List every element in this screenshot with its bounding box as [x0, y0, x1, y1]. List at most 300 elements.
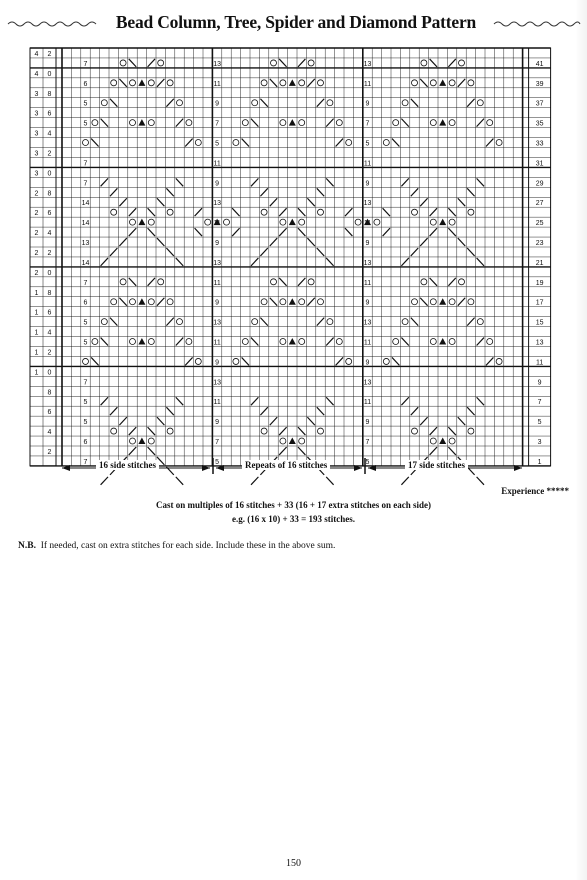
row-number-left: 4 — [34, 50, 39, 58]
stitch-count: 7 — [83, 379, 88, 387]
ssk-symbol — [420, 238, 427, 246]
note-text: If needed, cast on extra stitches for each side. Include these in the above sum. — [40, 541, 336, 551]
k2tog-symbol — [392, 357, 399, 365]
yarn-over-symbol — [468, 80, 474, 86]
yarn-over-symbol — [177, 100, 183, 106]
ssk-symbol — [101, 397, 108, 405]
cast-on-instruction: Cast on multiples of 16 stitches + 33 (16 + 17 extra stitches on each side) — [156, 500, 431, 510]
k2tog-symbol — [232, 208, 239, 216]
stitch-count: 14 — [81, 220, 90, 228]
ssk-symbol — [420, 198, 427, 206]
k2tog-symbol — [467, 248, 474, 256]
ssk-symbol — [430, 208, 437, 216]
bead-symbol — [138, 219, 145, 226]
yarn-over-symbol — [92, 120, 98, 126]
yarn-over-symbol — [271, 60, 277, 66]
row-number-right: 27 — [535, 200, 544, 208]
k2tog-symbol — [307, 417, 314, 425]
row-number-right: 29 — [535, 180, 544, 188]
yarn-over-symbol — [299, 120, 305, 126]
yarn-over-symbol — [261, 428, 267, 434]
row-number-right: 33 — [535, 140, 544, 148]
ssk-symbol — [298, 59, 305, 67]
yarn-over-symbol — [318, 428, 324, 434]
yarn-over-symbol — [148, 299, 154, 305]
k2tog-symbol — [401, 338, 408, 346]
row-number-left: 2 — [34, 249, 39, 257]
yarn-over-symbol — [402, 319, 408, 325]
stitch-count: 11 — [213, 80, 221, 88]
yarn-over-symbol — [487, 120, 493, 126]
k2tog-symbol — [129, 278, 136, 286]
ssk-symbol — [270, 417, 277, 425]
ssk-symbol — [260, 407, 267, 415]
yarn-over-symbol — [430, 80, 436, 86]
page-edge-shade — [575, 0, 587, 880]
ssk-symbol — [279, 228, 286, 236]
k2tog-symbol — [477, 178, 484, 186]
ssk-symbol — [270, 238, 277, 246]
ssk-symbol — [251, 258, 258, 266]
k2tog-symbol — [251, 338, 258, 346]
yarn-over-symbol — [402, 100, 408, 106]
row-number-right: 7 — [537, 399, 542, 407]
stitch-count: 9 — [215, 100, 220, 108]
yarn-over-symbol — [318, 209, 324, 215]
yarn-over-symbol — [430, 299, 436, 305]
row-number-left: 3 — [34, 150, 39, 158]
ssk-symbol — [411, 407, 418, 415]
k2tog-symbol — [157, 198, 164, 206]
ssk-symbol — [260, 188, 267, 196]
bead-symbol — [138, 298, 145, 305]
bead-symbol — [439, 438, 446, 445]
yarn-over-symbol — [242, 120, 248, 126]
row-number-right: 37 — [535, 100, 544, 108]
bead-symbol — [289, 219, 296, 226]
stitch-count: 11 — [213, 339, 221, 347]
yarn-over-symbol — [327, 319, 333, 325]
yarn-over-symbol — [430, 120, 436, 126]
yarn-over-symbol — [430, 339, 436, 345]
yarn-over-symbol — [158, 279, 164, 285]
yarn-over-symbol — [487, 339, 493, 345]
k2tog-symbol — [477, 258, 484, 266]
ssk-symbol — [307, 298, 314, 306]
stitch-count: 9 — [365, 419, 370, 427]
ssk-symbol — [401, 477, 408, 485]
ssk-symbol — [176, 119, 183, 127]
stitch-count: 11 — [213, 279, 221, 287]
k2tog-symbol — [326, 178, 333, 186]
row-number-left: 6 — [47, 409, 52, 417]
row-number-right: 1 — [537, 458, 542, 466]
note — [18, 541, 335, 551]
yarn-over-symbol — [299, 219, 305, 225]
yarn-over-symbol — [158, 60, 164, 66]
stitch-count: 7 — [365, 439, 370, 446]
k2tog-symbol — [392, 139, 399, 147]
yarn-over-symbol — [252, 100, 258, 106]
k2tog-symbol — [345, 228, 352, 236]
bead-symbol — [439, 79, 446, 86]
k2tog-symbol — [101, 119, 108, 127]
row-number-left: 2 — [47, 249, 52, 257]
row-number-right: 17 — [535, 299, 544, 307]
stitch-count: 13 — [363, 60, 372, 68]
ssk-symbol — [232, 228, 239, 236]
row-number-left: 8 — [47, 389, 52, 397]
yarn-over-symbol — [318, 80, 324, 86]
row-number-left: 4 — [47, 230, 52, 238]
yarn-over-symbol — [346, 140, 352, 146]
page-title: Bead Column, Tree, Spider and Diamond Pattern — [115, 12, 477, 32]
k2tog-symbol — [477, 397, 484, 405]
stitch-count: 9 — [365, 240, 370, 247]
k2tog-symbol — [401, 119, 408, 127]
row-number-left: 2 — [34, 230, 39, 238]
yarn-over-symbol — [205, 219, 211, 225]
stitch-count: 11 — [363, 279, 372, 287]
ssk-symbol — [458, 79, 465, 87]
k2tog-symbol — [195, 228, 202, 236]
ssk-symbol — [185, 139, 192, 147]
k2tog-symbol — [317, 188, 324, 196]
stitch-count: 14 — [81, 200, 90, 208]
ssk-symbol — [251, 178, 258, 186]
k2tog-symbol — [129, 59, 136, 67]
yarn-over-symbol — [299, 339, 305, 345]
yarn-over-symbol — [148, 120, 154, 126]
ssk-symbol — [448, 278, 455, 286]
yarn-over-symbol — [280, 80, 286, 86]
stitch-count: 13 — [213, 200, 221, 208]
row-number-left: 3 — [34, 110, 39, 118]
row-number-left: 1 — [34, 369, 39, 377]
yarn-over-symbol — [101, 319, 107, 325]
row-number-left: 4 — [47, 130, 52, 138]
k2tog-symbol — [110, 318, 117, 326]
stitch-count: 9 — [365, 359, 370, 367]
ssk-symbol — [411, 248, 418, 256]
row-number-right: 13 — [535, 339, 544, 347]
ssk-symbol — [448, 59, 455, 67]
yarn-over-symbol — [327, 100, 333, 106]
row-number-left: 1 — [34, 309, 39, 317]
ssk-symbol — [298, 278, 305, 286]
ssk-symbol — [110, 248, 117, 256]
stitch-count: 13 — [81, 240, 90, 247]
k2tog-symbol — [260, 318, 267, 326]
stitch-count: 13 — [213, 319, 221, 327]
yarn-over-symbol — [449, 120, 455, 126]
section-arrows — [0, 458, 587, 478]
stitch-count: 9 — [365, 100, 370, 108]
bead-symbol — [439, 338, 446, 345]
yarn-over-symbol — [336, 120, 342, 126]
row-number-left: 2 — [34, 210, 39, 218]
yarn-over-symbol — [130, 80, 136, 86]
stitch-count: 9 — [215, 180, 220, 188]
ssk-symbol — [401, 397, 408, 405]
yarn-over-symbol — [130, 438, 136, 444]
stitch-count: 7 — [365, 120, 370, 128]
k2tog-symbol — [326, 397, 333, 405]
stitch-count: 6 — [83, 80, 88, 88]
yarn-over-symbol — [252, 319, 258, 325]
k2tog-symbol — [307, 238, 314, 246]
row-number-left: 3 — [34, 90, 39, 98]
stitch-count: 9 — [365, 180, 370, 188]
bead-symbol — [289, 298, 296, 305]
ssk-symbol — [336, 357, 343, 365]
row-number-right: 31 — [535, 160, 544, 168]
k2tog-symbol — [270, 79, 277, 87]
k2tog-symbol — [101, 338, 108, 346]
stitch-count: 7 — [83, 279, 88, 287]
ssk-symbol — [129, 208, 136, 216]
k2tog-symbol — [411, 99, 418, 107]
stitch-count: 11 — [213, 399, 221, 407]
yarn-over-symbol — [280, 339, 286, 345]
yarn-over-symbol — [177, 319, 183, 325]
ssk-symbol — [317, 99, 324, 107]
yarn-over-symbol — [261, 80, 267, 86]
yarn-over-symbol — [468, 299, 474, 305]
row-number-left: 3 — [34, 130, 39, 138]
bead-symbol — [138, 438, 145, 445]
k2tog-symbol — [157, 238, 164, 246]
yarn-over-symbol — [299, 438, 305, 444]
ssk-symbol — [430, 447, 437, 455]
row-number-left: 4 — [34, 70, 39, 78]
row-number-left: 1 — [34, 349, 39, 357]
ssk-symbol — [317, 318, 324, 326]
k2tog-symbol — [448, 228, 455, 236]
k2tog-symbol — [298, 427, 305, 435]
k2tog-symbol — [467, 188, 474, 196]
k2tog-symbol — [467, 407, 474, 415]
ssk-symbol — [477, 119, 484, 127]
yarn-over-symbol — [92, 339, 98, 345]
ssk-symbol — [307, 79, 314, 87]
stitch-count: 11 — [363, 339, 372, 347]
ssk-symbol — [326, 338, 333, 346]
row-number-left: 2 — [47, 150, 52, 158]
stitch-count: 11 — [363, 399, 372, 407]
bead-symbol — [439, 119, 446, 126]
k2tog-symbol — [279, 278, 286, 286]
yarn-over-symbol — [233, 140, 239, 146]
k2tog-symbol — [157, 417, 164, 425]
yarn-over-symbol — [468, 428, 474, 434]
k2tog-symbol — [298, 208, 305, 216]
ssk-symbol — [129, 427, 136, 435]
stitch-count: 11 — [363, 160, 372, 168]
stitch-count: 9 — [365, 299, 370, 307]
row-number-right: 23 — [535, 240, 544, 247]
row-number-right: 25 — [535, 220, 544, 228]
experience-rating: Experience ***** — [501, 486, 569, 496]
cast-on-example: e.g. (16 x 10) + 33 = 193 stitches. — [232, 514, 355, 524]
left-section-label: 16 side stitches — [96, 460, 159, 470]
middle-section-label: Repeats of 16 stitches — [242, 460, 330, 470]
yarn-over-symbol — [242, 339, 248, 345]
stitch-count: 5 — [83, 419, 88, 427]
yarn-over-symbol — [195, 140, 201, 146]
yarn-over-symbol — [421, 279, 427, 285]
ssk-symbol — [157, 298, 164, 306]
ssk-symbol — [260, 248, 267, 256]
k2tog-symbol — [148, 427, 155, 435]
bead-symbol — [439, 298, 446, 305]
k2tog-symbol — [448, 208, 455, 216]
row-number-left: 8 — [47, 289, 52, 297]
yarn-over-symbol — [449, 80, 455, 86]
k2tog-symbol — [317, 407, 324, 415]
stitch-count: 13 — [363, 319, 372, 327]
ssk-symbol — [477, 338, 484, 346]
row-number-left: 3 — [34, 170, 39, 178]
yarn-over-symbol — [412, 209, 418, 215]
ssk-symbol — [345, 208, 352, 216]
yarn-over-symbol — [111, 428, 117, 434]
yarn-over-symbol — [374, 219, 380, 225]
yarn-over-symbol — [130, 299, 136, 305]
yarn-over-symbol — [449, 299, 455, 305]
ssk-symbol — [176, 338, 183, 346]
row-number-left: 2 — [47, 349, 52, 357]
ssk-symbol — [486, 357, 493, 365]
yarn-over-symbol — [280, 120, 286, 126]
row-number-left: 8 — [47, 90, 52, 98]
yarn-over-symbol — [167, 80, 173, 86]
k2tog-symbol — [411, 318, 418, 326]
k2tog-symbol — [110, 99, 117, 107]
row-number-left: 0 — [47, 170, 52, 178]
k2tog-symbol — [458, 417, 465, 425]
row-number-right: 15 — [535, 319, 544, 327]
yarn-over-symbol — [111, 209, 117, 215]
stitch-count: 5 — [215, 140, 220, 148]
ssk-symbol — [148, 59, 155, 67]
stitch-count: 13 — [213, 379, 221, 387]
ssk-symbol — [101, 258, 108, 266]
row-number-right: 41 — [535, 60, 544, 68]
yarn-over-symbol — [224, 219, 230, 225]
ssk-symbol — [401, 178, 408, 186]
stitch-count: 13 — [213, 259, 221, 267]
row-number-right: 39 — [535, 80, 544, 88]
stitch-count: 14 — [81, 259, 90, 267]
stitch-count: 13 — [363, 379, 372, 387]
yarn-over-symbol — [148, 80, 154, 86]
page-number: 150 — [286, 858, 301, 869]
k2tog-symbol — [176, 178, 183, 186]
row-number-left: 0 — [47, 269, 52, 277]
k2tog-symbol — [383, 208, 390, 216]
k2tog-symbol — [148, 208, 155, 216]
yarn-over-symbol — [412, 299, 418, 305]
k2tog-symbol — [242, 357, 249, 365]
ssk-symbol — [486, 139, 493, 147]
bead-symbol — [138, 119, 145, 126]
yarn-over-symbol — [299, 80, 305, 86]
k2tog-symbol — [119, 298, 126, 306]
yarn-over-symbol — [280, 438, 286, 444]
k2tog-symbol — [260, 99, 267, 107]
ssk-symbol — [119, 417, 126, 425]
yarn-over-symbol — [195, 358, 201, 364]
k2tog-symbol — [326, 477, 333, 485]
yarn-over-symbol — [346, 358, 352, 364]
k2tog-symbol — [317, 248, 324, 256]
k2tog-symbol — [91, 139, 98, 147]
yarn-over-symbol — [468, 209, 474, 215]
k2tog-symbol — [477, 477, 484, 485]
stitch-count: 7 — [83, 60, 88, 68]
k2tog-symbol — [448, 447, 455, 455]
k2tog-symbol — [119, 79, 126, 87]
k2tog-symbol — [307, 198, 314, 206]
yarn-over-symbol — [449, 339, 455, 345]
stitch-count: 7 — [215, 120, 220, 128]
ssk-symbol — [101, 178, 108, 186]
yarn-over-symbol — [186, 339, 192, 345]
k2tog-symbol — [91, 357, 98, 365]
bead-symbol — [289, 119, 296, 126]
stitch-count: 5 — [83, 339, 88, 347]
stitch-count: 6 — [83, 299, 88, 307]
ssk-symbol — [279, 208, 286, 216]
k2tog-symbol — [270, 298, 277, 306]
stitch-count: 6 — [83, 439, 88, 446]
ssk-symbol — [467, 99, 474, 107]
ssk-symbol — [195, 208, 202, 216]
ssk-symbol — [119, 238, 126, 246]
ssk-symbol — [326, 119, 333, 127]
yarn-over-symbol — [318, 299, 324, 305]
yarn-over-symbol — [148, 219, 154, 225]
yarn-over-symbol — [496, 358, 502, 364]
k2tog-symbol — [176, 397, 183, 405]
row-number-right: 5 — [537, 419, 542, 427]
ssk-symbol — [279, 427, 286, 435]
k2tog-symbol — [430, 278, 437, 286]
yarn-over-symbol — [233, 358, 239, 364]
stitch-count: 11 — [213, 160, 221, 168]
k2tog-symbol — [251, 119, 258, 127]
stitch-count: 13 — [363, 200, 372, 208]
k2tog-symbol — [176, 477, 183, 485]
k2tog-symbol — [298, 228, 305, 236]
ssk-symbol — [420, 417, 427, 425]
ssk-symbol — [251, 397, 258, 405]
row-number-right: 11 — [535, 359, 544, 367]
yarn-over-symbol — [280, 299, 286, 305]
row-number-left: 1 — [34, 329, 39, 337]
row-number-left: 2 — [34, 269, 39, 277]
yarn-over-symbol — [120, 60, 126, 66]
bead-symbol — [289, 79, 296, 86]
yarn-over-symbol — [130, 120, 136, 126]
yarn-over-symbol — [421, 60, 427, 66]
yarn-over-symbol — [101, 100, 107, 106]
bead-symbol — [138, 79, 145, 86]
yarn-over-symbol — [280, 219, 286, 225]
k2tog-symbol — [298, 447, 305, 455]
yarn-over-symbol — [261, 299, 267, 305]
